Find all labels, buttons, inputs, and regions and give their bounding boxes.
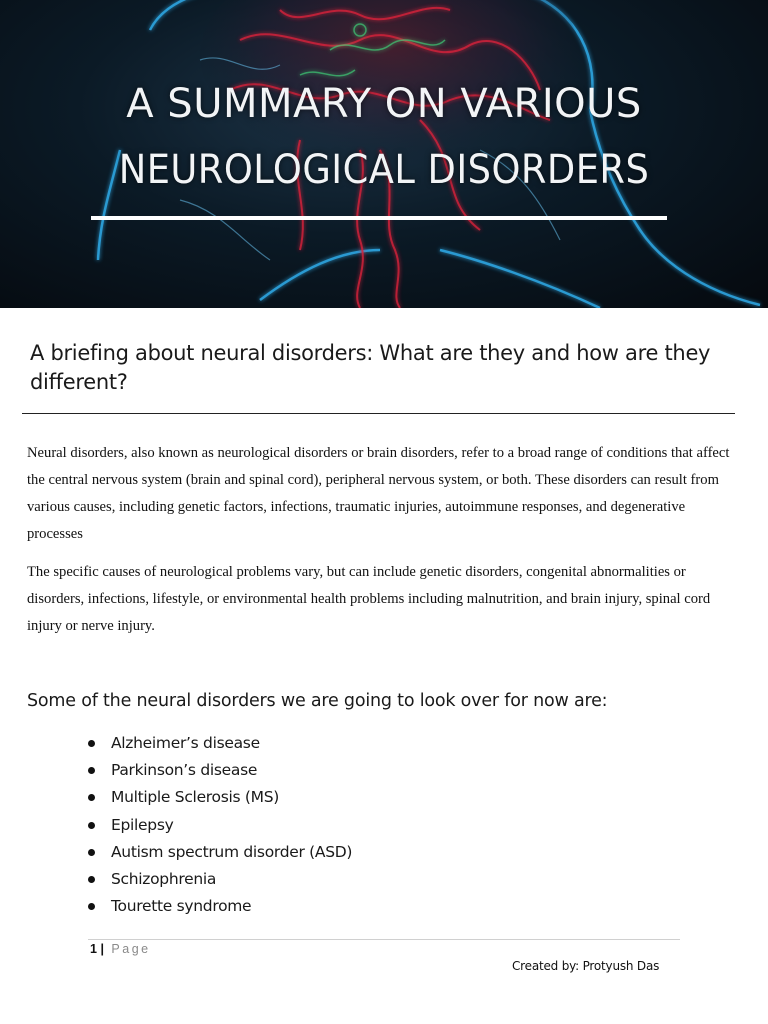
page-number <box>90 942 151 956</box>
bullet-icon <box>88 876 95 883</box>
list-item-label: Epilepsy <box>111 815 174 834</box>
list-item <box>88 784 352 811</box>
list-item <box>88 866 352 893</box>
hero-banner <box>0 0 768 308</box>
list-item-label: Multiple Sclerosis (MS) <box>111 788 280 807</box>
list-item <box>88 730 352 757</box>
author-credit: Created by: Protyush Das <box>512 959 660 973</box>
document-title-line-1: A SUMMARY ON VARIOUS <box>126 81 642 127</box>
disorders-list <box>88 730 352 920</box>
bullet-icon <box>88 822 95 829</box>
list-intro: Some of the neural disorders we are going to look over for now are: <box>27 691 608 711</box>
bullet-icon <box>88 903 95 910</box>
bullet-icon <box>88 740 95 747</box>
title-underline <box>91 216 667 220</box>
list-item <box>88 812 352 839</box>
list-item <box>88 893 352 920</box>
page-separator: | <box>100 942 104 956</box>
bullet-icon <box>88 767 95 774</box>
footer-divider <box>88 939 680 940</box>
list-item-label: Schizophrenia <box>111 869 217 888</box>
list-item-label: Parkinson’s disease <box>111 761 258 780</box>
list-item-label: Autism spectrum disorder (ASD) <box>111 842 353 861</box>
bullet-icon <box>88 794 95 801</box>
list-item <box>88 839 352 866</box>
page-label: Page <box>111 942 151 956</box>
bullet-icon <box>88 849 95 856</box>
list-item <box>88 757 352 784</box>
list-item-label: Tourette syndrome <box>111 897 252 916</box>
document-title-line-2: NEUROLOGICAL DISORDERS <box>118 147 650 193</box>
intro-paragraph: Neural disorders, also known as neurological disorders or brain disorders, refer to a broad range of conditions that affect the central nervous system (brain and spinal cord), peripheral nervous system, or both. These disorders can result from various causes, including genetic factors, infections, traumatic injuries, autoimmune responses, and degenerative processes <box>27 445 730 542</box>
causes-paragraph: The specific causes of neurological problems vary, but can include genetic disorders, congenital abnormalities or disorders, infections, lifestyle, or environmental health problems including malnutrition, and brain injury, spinal cord injury or nerve injury. <box>27 564 711 634</box>
document-subtitle: A briefing about neural disorders: What are they and how are they different? <box>30 341 711 394</box>
page-number-value: 1 <box>90 942 97 956</box>
list-item-label: Alzheimer’s disease <box>111 734 260 752</box>
subtitle-divider <box>22 413 735 414</box>
